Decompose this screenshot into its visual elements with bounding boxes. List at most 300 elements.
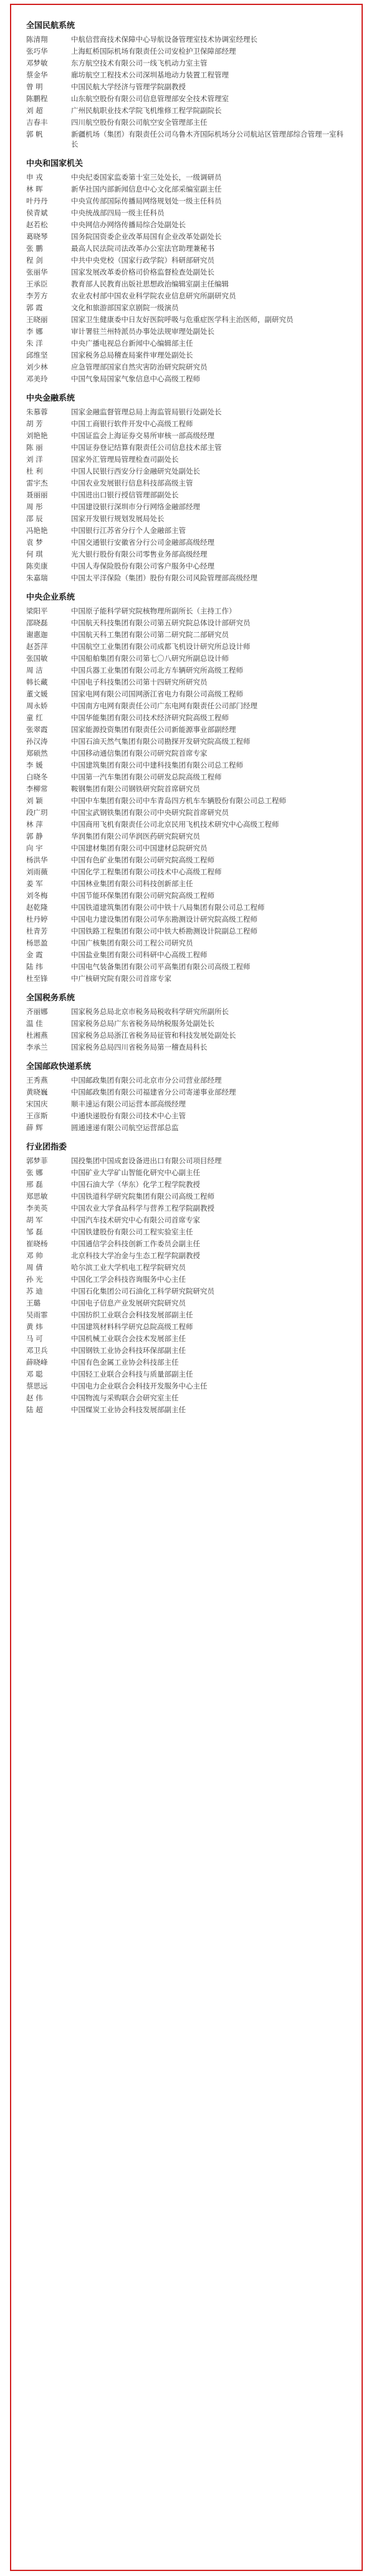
entry-title: 中国通信学会科技创新工作委员会副主任 [71, 1239, 200, 1248]
entry-name: 朱 洋 [26, 339, 43, 348]
list-item [26, 630, 347, 640]
entry-title: 国投集团中国成套设备进出口有限公司项目经理 [71, 1156, 222, 1165]
entry-title: 中国电子信息产业发展研究院研究员 [71, 1299, 186, 1307]
list-item [26, 677, 347, 687]
list-item [26, 1156, 347, 1166]
list-item [26, 962, 347, 972]
list-item [26, 973, 347, 983]
entry-name: 陆 超 [26, 1405, 43, 1414]
list-item [26, 549, 347, 559]
entry-name: 杜丹婷 [26, 915, 48, 924]
entry-title: 中国宝武钢铁集团有限公司中央研究院首席研究员 [71, 808, 229, 817]
entry-name: 崔晓杨 [26, 1239, 48, 1248]
entry-name: 杜湘燕 [26, 1031, 48, 1040]
list-item [26, 362, 347, 372]
entry-title: 中国人民银行西安分行金融研究处副处长 [71, 467, 200, 476]
entry-title: 中国有色矿业集团有限公司研究院高级工程师 [71, 856, 214, 864]
list-item [26, 255, 347, 265]
section-title: 中央金融系统 [26, 394, 75, 403]
entry-name: 吉春丰 [26, 118, 48, 127]
entry-name: 林 晖 [26, 185, 43, 193]
entry-title: 中通快递股份有限公司技术中心主管 [71, 1111, 186, 1120]
list-item [26, 950, 347, 960]
list-item [26, 1345, 347, 1355]
list-item [26, 606, 347, 616]
entry-name: 曾 明 [26, 82, 43, 91]
entry-title: 国家金融监督管理总局上海监管局银行处副处长 [71, 407, 222, 416]
entry-name: 周 洁 [26, 666, 43, 675]
entry-name: 李 娜 [26, 327, 43, 336]
list-item [26, 938, 347, 948]
entry-name: 金 霞 [26, 950, 43, 959]
list-item [26, 291, 347, 301]
entry-title: 新华社国内部新闻信息中心文化部采编室副主任 [71, 185, 222, 193]
list-item [26, 902, 347, 912]
entry-name: 段广玥 [26, 808, 48, 817]
entry-name: 刘冬梅 [26, 891, 48, 900]
list-item [26, 267, 347, 277]
entry-title: 国家能源投资集团有限责任公司新能源事业部副经理 [71, 725, 236, 734]
entry-title: 中国航天科技集团有限公司第五研究院总体设计部研究员 [71, 618, 251, 627]
list-item [26, 94, 347, 104]
entry-name: 王彦斯 [26, 1111, 48, 1120]
entry-title: 国家税务总局四川省税务局第一稽查局科长 [71, 1043, 208, 1051]
entry-title: 中国建设银行深圳市分行网络金融部经理 [71, 502, 200, 511]
entry-name: 宋国庆 [26, 1100, 48, 1108]
entry-title: 应急管理部国家自然灾害防治研究院研究员 [71, 363, 208, 371]
list-item [26, 1286, 347, 1296]
entry-name: 赵 伟 [26, 1393, 43, 1402]
entry-title: 廊坊航空工程技术公司深圳基地动力装置工程管理 [71, 71, 229, 79]
entry-name: 郭梦菲 [26, 1156, 48, 1165]
entry-name: 聂丽丽 [26, 490, 48, 499]
entry-name: 黄晓巍 [26, 1088, 48, 1096]
entry-title: 中央纪委国家监委第十室三处处长，一级调研员 [71, 173, 222, 182]
entry-name: 王晓丽 [26, 315, 48, 324]
entry-title: 中国机械工业联合会技术发展部主任 [71, 1334, 186, 1343]
entry-name: 孙汉涛 [26, 737, 48, 746]
entry-title: 中国节能环保集团有限公司研究院高级工程师 [71, 891, 214, 900]
entry-name: 张 娜 [26, 1168, 43, 1177]
entry-name: 张国敏 [26, 654, 48, 663]
entry-name: 杜青芳 [26, 927, 48, 935]
entry-title: 中国石油天然气集团有限公司勘探开发研究院高级工程师 [71, 737, 251, 746]
entry-name: 邢 磊 [26, 1180, 43, 1189]
entry-title: 国家电网有限公司国网浙江省电力有限公司高级工程师 [71, 690, 243, 698]
section-title: 行业团指委 [26, 1143, 67, 1152]
entry-title: 圆通速递有限公司航空运营部总监 [71, 1123, 179, 1132]
entry-name: 杜 利 [26, 467, 43, 476]
entry-name: 薛 辉 [26, 1123, 43, 1132]
entry-title: 中国化学工程集团有限公司技术中心高级工程师 [71, 867, 222, 876]
entry-name: 朱嘉瑞 [26, 573, 48, 582]
entry-title: 中国证监会上海证券交易所审核一部高级经理 [71, 431, 214, 440]
list-item [26, 784, 347, 794]
list-item [26, 796, 347, 806]
entry-title: 北京科技大学冶金与生态工程学院副教授 [71, 1251, 200, 1260]
entry-title: 中国有色金属工业协会科技部主任 [71, 1358, 179, 1367]
entry-title: 中国证券登记结算有限责任公司信息技术部主管 [71, 443, 222, 452]
list-item [26, 407, 347, 417]
list-item [26, 129, 347, 149]
entry-name: 邓 聪 [26, 1370, 43, 1378]
list-item [26, 279, 347, 289]
section-title: 中央和国家机关 [26, 159, 84, 168]
list-item [26, 326, 347, 336]
entry-title: 中国矿业大学矿山智能化研究中心副主任 [71, 1168, 200, 1177]
entry-name: 何 琪 [26, 550, 43, 559]
entry-name: 刘雨薇 [26, 867, 48, 876]
list-item [26, 665, 347, 675]
list-item [26, 1227, 347, 1237]
list-item [26, 642, 347, 651]
entry-name: 周 彤 [26, 502, 43, 511]
entry-title: 国家税务总局北京市税务局税收科学研究所副所长 [71, 1007, 229, 1016]
list-item [26, 855, 347, 865]
entry-name: 邓梦敏 [26, 59, 48, 67]
section-title: 全国邮政快递系统 [26, 1062, 92, 1071]
entry-name: 张 鹏 [26, 244, 43, 253]
list-item [26, 350, 347, 360]
entry-name: 郑硕然 [26, 749, 48, 758]
entry-name: 李承兰 [26, 1043, 48, 1051]
list-item [26, 819, 347, 829]
list-item [26, 514, 347, 524]
entry-name: 刘 颖 [26, 796, 43, 805]
entry-name: 刘 洋 [26, 455, 43, 464]
entry-name: 胡 芳 [26, 419, 43, 428]
entry-name: 杨思盈 [26, 939, 48, 947]
entry-name: 程 剑 [26, 256, 43, 265]
list-item [26, 1168, 347, 1178]
entry-name: 薛晓峰 [26, 1358, 48, 1367]
entry-title: 中共中央党校（国家行政学院）科研部研究员 [71, 256, 214, 265]
list-item [26, 1381, 347, 1391]
entry-title: 中国移动通信集团有限公司研究院首席专家 [71, 749, 208, 758]
entry-title: 中国铁道建筑集团有限公司中铁十八局集团有限公司总工程师 [71, 903, 265, 912]
entry-title: 国家外汇管理局管理检查司副处长 [71, 455, 179, 464]
list-item [26, 914, 347, 924]
list-item [26, 82, 347, 92]
entry-name: 蔡金华 [26, 71, 48, 79]
entry-title: 广州民航职业技术学院飞机维修工程学院副院长 [71, 106, 222, 115]
entry-name: 刘艳艳 [26, 431, 48, 440]
entry-name: 黄 炜 [26, 1322, 43, 1331]
entry-name: 杜至锋 [26, 974, 48, 983]
entry-title: 中国电子科技集团公司第十四研究所研究员 [71, 678, 208, 686]
list-item [26, 1393, 347, 1403]
list-item [26, 1018, 347, 1028]
entry-title: 中国轻工业联合会科技与质量部副主任 [71, 1370, 193, 1378]
list-item [26, 879, 347, 889]
list-item [26, 58, 347, 68]
entry-title: 中国铁路工程集团有限公司中铁大桥勘测设计院副总工程师 [71, 927, 257, 935]
entry-name: 赵荟萍 [26, 642, 48, 651]
list-item [26, 1239, 347, 1249]
list-item [26, 338, 347, 348]
entry-title: 中国农业发展银行信息科技部高级主管 [71, 479, 193, 487]
list-item [26, 1310, 347, 1320]
entry-title: 中国原子能科学研究院核物理所副所长（主持工作） [71, 607, 236, 615]
entry-title: 国家税务总局浙江省税务局征管和科技发展处副处长 [71, 1031, 236, 1040]
list-item [26, 220, 347, 230]
entry-name: 叶丹丹 [26, 197, 48, 205]
entry-name: 齐丽娜 [26, 1007, 48, 1016]
entry-name: 邵 辰 [26, 514, 43, 523]
entry-title: 中国人寿保险股份有限公司客户服务中心经理 [71, 562, 214, 570]
entry-title: 中国盐业集团有限公司科研中心高级工程师 [71, 950, 208, 959]
entry-title: 中国商用飞机有限责任公司北京民用飞机技术研究中心高级工程师 [71, 820, 279, 829]
list-item [26, 1251, 347, 1261]
entry-name: 张巧华 [26, 47, 48, 56]
entry-title: 中国铁建股份有限公司工程实验室主任 [71, 1227, 193, 1236]
list-item [26, 1357, 347, 1367]
entry-title: 农业农村部中国农业科学院农业信息研究所副研究员 [71, 291, 236, 300]
entry-title: 中央广播电视总台新闻中心编辑部主任 [71, 339, 193, 348]
entry-title: 中国航天科工集团有限公司第二研究院二部研究员 [71, 630, 229, 639]
list-item [26, 1322, 347, 1332]
entry-name: 孙 光 [26, 1275, 43, 1284]
entry-name: 姜 军 [26, 879, 43, 888]
list-item [26, 890, 347, 900]
list-item [26, 867, 347, 877]
list-item [26, 713, 347, 723]
entry-title: 国务院国资委企业改革局国有企业改革处副处长 [71, 232, 222, 241]
entry-title: 中国南方电网有限责任公司广东电网有限责任公司部门经理 [71, 701, 257, 710]
entry-name: 冯艳艳 [26, 526, 48, 535]
entry-name: 李 媛 [26, 761, 43, 769]
list-item [26, 1274, 347, 1284]
entry-title: 中国太平洋保险（集团）股份有限公司风险管理部高级经理 [71, 573, 257, 582]
entry-title: 中国航空工业集团有限公司成都飞机设计研究所总设计师 [71, 642, 251, 651]
entry-title: 国家卫生健康委中日友好医院呼吸与危重症医学科主治医师，副研究员 [71, 315, 294, 324]
list-item [26, 419, 347, 429]
list-item [26, 772, 347, 782]
document-frame [10, 4, 363, 2571]
entry-name: 侯青斌 [26, 208, 48, 217]
entry-title: 中国银行江苏省分行个人金融部主管 [71, 526, 186, 535]
entry-title: 中国化工学会科技咨询服务中心主任 [71, 1275, 186, 1284]
list-item [26, 172, 347, 182]
entry-name: 雷宇杰 [26, 479, 48, 487]
entry-title: 中国石化集团公司石油化工科学研究院研究员 [71, 1287, 214, 1295]
entry-title: 中国纺织工业联合会科技发展部副主任 [71, 1310, 193, 1319]
entry-name: 谢惠迦 [26, 630, 48, 639]
entry-name: 陈 丽 [26, 443, 43, 452]
entry-name: 胡 军 [26, 1216, 43, 1224]
list-item [26, 1405, 347, 1415]
list-item [26, 1191, 347, 1201]
list-item [26, 105, 347, 115]
list-item [26, 1099, 347, 1109]
entry-name: 申 戎 [26, 173, 43, 182]
entry-title: 山东航空股份有限公司信息管理部安全技术管理室 [71, 94, 229, 103]
list-item [26, 243, 347, 253]
entry-title: 中国中车集团有限公司中车青岛四方机车车辆股份有限公司总工程师 [71, 796, 286, 805]
entry-name: 周永娇 [26, 701, 48, 710]
entry-title: 审计署驻兰州特派员办事处法规审理处副处长 [71, 327, 214, 336]
entry-title: 中国铁道科学研究院集团有限公司高级工程师 [71, 1192, 214, 1201]
section-title: 全国税务系统 [26, 993, 75, 1003]
entry-name: 温 佳 [26, 1019, 43, 1028]
entry-title: 华润集团有限公司华润医药研究院研究员 [71, 832, 200, 841]
entry-name: 郑思敏 [26, 1192, 48, 1201]
entry-name: 童 红 [26, 713, 43, 722]
list-item [26, 442, 347, 452]
entry-name: 林 萍 [26, 820, 43, 829]
entry-title: 国家开发银行规划发展局处长 [71, 514, 165, 523]
entry-name: 赵乾隆 [26, 903, 48, 912]
entry-title: 中央网信办网络传播局综合处副处长 [71, 220, 186, 229]
list-item [26, 1369, 347, 1379]
entry-name: 向 宇 [26, 844, 43, 852]
list-item [26, 46, 347, 56]
list-item [26, 1007, 347, 1017]
entry-name: 刘 超 [26, 106, 43, 115]
entry-name: 邓 帅 [26, 1251, 43, 1260]
entry-title: 中国石油大学（华东）化学工程学院教授 [71, 1180, 200, 1189]
list-item [26, 525, 347, 535]
list-item [26, 431, 347, 441]
entry-title: 中国华能集团有限公司技术经济研究院高级工程师 [71, 713, 229, 722]
list-item [26, 184, 347, 194]
entry-title: 中国交通银行安徽省分行公司金融部高级经理 [71, 538, 214, 547]
entry-title: 中国电力企业联合会科技开发服务中心主任 [71, 1382, 208, 1390]
list-item [26, 478, 347, 488]
entry-title: 中国建材集团有限公司中国建材总院研究员 [71, 844, 208, 852]
list-item [26, 1087, 347, 1097]
entry-name: 李美英 [26, 1204, 48, 1212]
entry-title: 四川航空股份有限公司航空安全管理部主任 [71, 118, 208, 127]
entry-title: 教育部人民教育出版社思想政治编辑室副主任编辑 [71, 280, 229, 288]
entry-title: 中国气象局国家气象信息中心高级工程师 [71, 374, 200, 383]
entry-title: 中国工商银行软件开发中心高级工程师 [71, 419, 193, 428]
entry-title: 中国电气装备集团有限公司平高集团有限公司高级工程师 [71, 962, 251, 971]
list-item [26, 34, 347, 44]
entry-title: 中央统战部四局一级主任科员 [71, 208, 165, 217]
list-item [26, 1030, 347, 1040]
entry-name: 李柳常 [26, 784, 48, 793]
entry-name: 郭 霞 [26, 303, 43, 312]
entry-name: 赵若松 [26, 220, 48, 229]
entry-name: 苏 迪 [26, 1287, 43, 1295]
list-item [26, 208, 347, 218]
list-item [26, 537, 347, 547]
entry-title: 鞍钢集团有限公司钢铁研究院首席研究员 [71, 784, 200, 793]
entry-title: 新疆机场（集团）有限责任公司乌鲁木齐国际机场分公司航站区管理部综合管理一室科长 [71, 130, 343, 149]
list-item [26, 232, 347, 242]
entry-name: 刘少林 [26, 363, 48, 371]
entry-title: 中航信营商技术保障中心导航设备管理室技术协调室经理长 [71, 35, 257, 44]
entry-title: 中国建筑材料科学研究总院高级工程师 [71, 1322, 193, 1331]
entry-name: 杨洪华 [26, 856, 48, 864]
list-item [26, 618, 347, 628]
list-item [26, 831, 347, 841]
list-item [26, 724, 347, 734]
entry-title: 东方航空技术有限公司一线飞机动力室主管 [71, 59, 208, 67]
list-item [26, 1042, 347, 1052]
entry-name: 邓卫兵 [26, 1346, 48, 1355]
list-item [26, 1215, 347, 1225]
entry-title: 国家税务总局稽查局案件审理处副处长 [71, 351, 193, 359]
entry-name: 郭 帆 [26, 130, 43, 139]
entry-title: 中广核研究院有限公司首席专家 [71, 974, 171, 983]
section-title: 中央企业系统 [26, 593, 75, 602]
list-item [26, 573, 347, 583]
entry-name: 郭 静 [26, 832, 43, 841]
entry-title: 光大银行股份有限公司零售业务部高级经理 [71, 550, 208, 559]
entry-name: 陈清翔 [26, 35, 48, 44]
list-item [26, 1123, 347, 1133]
list-item [26, 701, 347, 711]
list-item [26, 1262, 347, 1272]
entry-name: 张丽华 [26, 268, 48, 276]
list-item [26, 1298, 347, 1308]
entry-title: 上海虹桥国际机场有限责任公司安检护卫保障部经理 [71, 47, 236, 56]
list-item [26, 843, 347, 853]
entry-name: 陈鹏程 [26, 94, 48, 103]
section-title: 全国民航系统 [26, 21, 75, 31]
entry-title: 中国邮政集团有限公司福建省分公司寄递事业部经理 [71, 1088, 236, 1096]
list-item [26, 1179, 347, 1189]
list-item [26, 315, 347, 324]
entry-title: 顺丰速运有限公司运营本部高级经理 [71, 1100, 186, 1108]
document-content [26, 11, 347, 1417]
list-item [26, 374, 347, 384]
list-item [26, 1111, 347, 1121]
entry-title: 中国钢铁工业协会科技环保部副主任 [71, 1346, 186, 1355]
entry-name: 马 可 [26, 1334, 43, 1343]
entry-title: 中国林业集团有限公司科技创新部主任 [71, 879, 193, 888]
entry-title: 中国第一汽车集团有限公司研发总院高级工程师 [71, 773, 222, 781]
list-item [26, 1075, 347, 1085]
entry-title: 中国民航大学经济与管理学院副教授 [71, 82, 186, 91]
entry-title: 国家税务总局广东省税务局纳税服务处副处长 [71, 1019, 214, 1028]
entry-name: 邹 磊 [26, 1227, 43, 1236]
list-item [26, 807, 347, 817]
entry-name: 王秀燕 [26, 1076, 48, 1085]
list-item [26, 502, 347, 512]
entry-title: 中国汽车技术研究中心有限公司首席专家 [71, 1216, 200, 1224]
entry-name: 葛晓琴 [26, 232, 48, 241]
entry-title: 国家发展改革委价格司价格监督检查处副处长 [71, 268, 214, 276]
entry-title: 中国煤炭工业协会科技发展部副主任 [71, 1405, 186, 1414]
list-item [26, 760, 347, 770]
list-item [26, 454, 347, 464]
entry-name: 朱慕蓉 [26, 407, 48, 416]
list-item [26, 490, 347, 500]
list-item [26, 689, 347, 699]
list-item [26, 303, 347, 313]
entry-title: 中国建筑集团有限公司中建科技集团有限公司总工程师 [71, 761, 243, 769]
entry-name: 袁 梦 [26, 538, 43, 547]
entry-name: 董文媛 [26, 690, 48, 698]
entry-title: 中国邮政集团有限公司北京市分公司营业部经理 [71, 1076, 222, 1085]
entry-name: 邓美玲 [26, 374, 48, 383]
entry-title: 中国电力建设集团有限公司华东勘测设计研究院高级工程师 [71, 915, 257, 924]
entry-name: 白晓冬 [26, 773, 48, 781]
entry-name: 王璐 [26, 1299, 41, 1307]
entry-name: 邵晓磊 [26, 618, 48, 627]
entry-name: 陈奕康 [26, 562, 48, 570]
entry-name: 周 倩 [26, 1263, 43, 1272]
list-item [26, 736, 347, 746]
entry-name: 王承臣 [26, 280, 48, 288]
entry-title: 哈尔滨工业大学机电工程学院研究员 [71, 1263, 186, 1272]
entry-title: 中国物流与采购联合会研究室主任 [71, 1393, 179, 1402]
entry-title: 文化和旅游部国家京剧院一级演员 [71, 303, 179, 312]
entry-title: 中国农业大学食品科学与营养工程学院副教授 [71, 1204, 214, 1212]
